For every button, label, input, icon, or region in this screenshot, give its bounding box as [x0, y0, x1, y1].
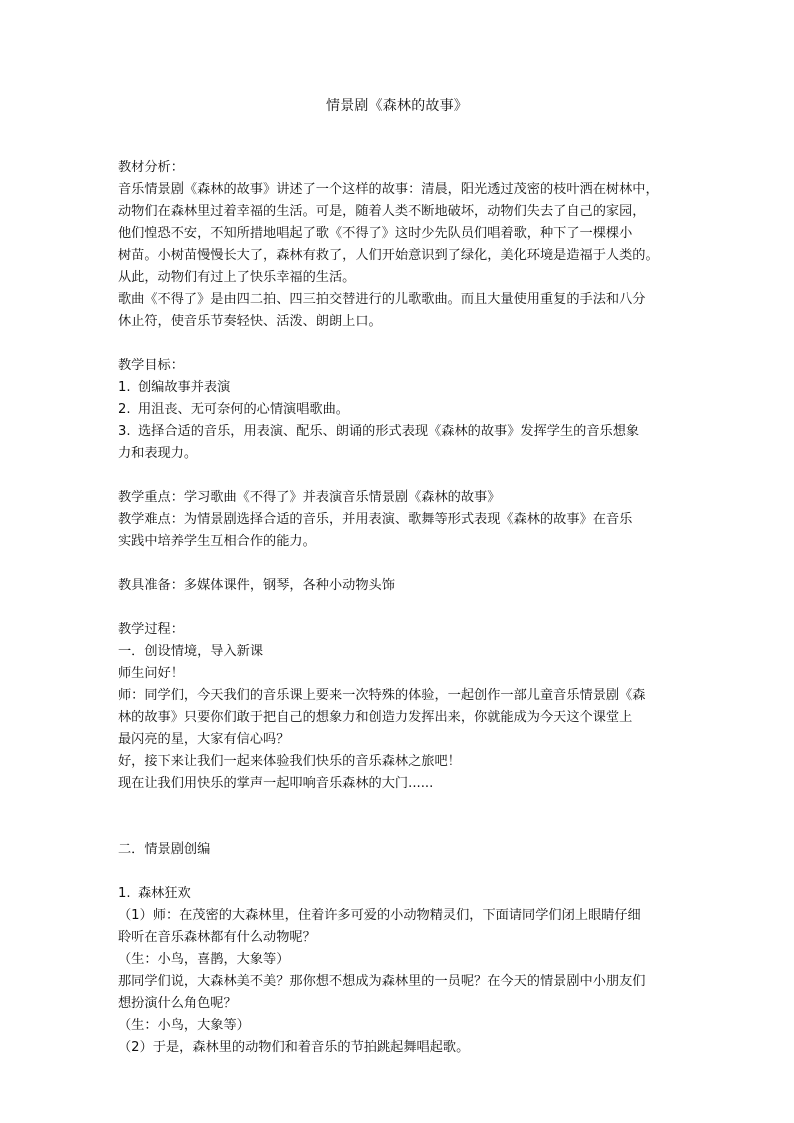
- subsection-text: 森林狂欢: [138, 886, 191, 901]
- goal-item: [118, 421, 678, 443]
- goal-item: [118, 399, 678, 421]
- teacher-speech: 师：同学们，今天我们的音乐课上要来一次特殊的体验，一起创作一部儿童音乐情景剧《森: [118, 688, 646, 703]
- analysis-line: 动物们在森林里过着幸福的生活。可是，随着人类不断地破坏，动物们失去了自己的家园，: [118, 204, 646, 219]
- goal-number: 1.: [118, 380, 131, 395]
- teacher-speech: （1）师：在茂密的大森林里，住着许多可爱的小动物精灵们，下面请同学们闭上眼睛仔细: [118, 908, 641, 923]
- spacer: [118, 333, 678, 355]
- spacer: [118, 597, 678, 619]
- analysis-line: 从此，动物们有过上了快乐幸福的生活。: [118, 270, 356, 285]
- analysis-heading: 教材分析：: [118, 160, 184, 175]
- teaching-difficulty: 实践中培养学生互相合作的能力。: [118, 534, 316, 549]
- section-title: 一．创设情境，导入新课: [118, 644, 264, 659]
- analysis-line: 音乐情景剧《森林的故事》讲述了一个这样的故事：清晨，阳光透过茂密的枝叶洒在树林中，: [118, 182, 659, 197]
- student-answer: （生：小鸟，大象等）: [118, 1018, 250, 1033]
- teaching-difficulty: 教学难点：为情景剧选择合适的音乐，并用表演、歌舞等形式表现《森林的故事》在音乐: [118, 512, 633, 527]
- teacher-speech: 想扮演什么角色呢？: [118, 996, 237, 1011]
- process-line: 好，接下来让我们一起来体验我们快乐的音乐森林之旅吧！: [118, 754, 461, 769]
- process-line: （2）于是，森林里的动物们和着音乐的节拍跳起舞唱起歌。: [118, 1040, 470, 1055]
- teacher-speech: 林的故事》只要你们敢于把自己的想象力和创造力发挥出来，你就能成为今天这个课堂上: [118, 710, 633, 725]
- teacher-speech: 聆听在音乐森林都有什么动物呢？: [118, 930, 316, 945]
- goal-text: 创编故事并表演: [138, 380, 231, 395]
- student-answer: （生：小鸟，喜鹊，大象等）: [118, 952, 290, 967]
- spacer: [118, 553, 678, 575]
- subsection-title: [118, 883, 678, 905]
- subsection-number: 1.: [118, 886, 131, 901]
- document-title: 情景剧《森林的故事》: [326, 98, 468, 114]
- goal-item-continuation: 力和表现力。: [118, 446, 198, 461]
- teacher-speech: 最闪亮的星，大家有信心吗？: [118, 732, 290, 747]
- teaching-key-point: 教学重点：学习歌曲《不得了》并表演音乐情景剧《森林的故事》: [118, 490, 501, 505]
- process-heading: 教学过程：: [118, 622, 184, 637]
- analysis-line: 他们惶恐不安，不知所措地唱起了歌《不得了》这时少先队员们唱着歌，种下了一棵棵小: [118, 226, 633, 241]
- analysis-line: 树苗。小树苗慢慢长大了，森林有救了，人们开始意识到了绿化，美化环境是造福于人类的。: [118, 248, 659, 263]
- spacer: [118, 795, 678, 839]
- goal-item: [118, 377, 678, 399]
- song-analysis-line: 歌曲《不得了》是由四二拍、四三拍交替进行的儿歌歌曲。而且大量使用重复的手法和八分: [118, 292, 646, 307]
- greeting-line: 师生问好！: [118, 666, 184, 681]
- goal-text: 选择合适的音乐，用表演、配乐、朗诵的形式表现《森林的故事》发挥学生的音乐想象: [138, 424, 640, 439]
- teaching-tools: 教具准备：多媒体课件，钢琴，各种小动物头饰: [118, 578, 395, 593]
- process-line: 现在让我们用快乐的掌声一起叩响音乐森林的大门......: [118, 776, 434, 791]
- section-title: 二．情景剧创编: [118, 842, 211, 857]
- goal-number: 2.: [118, 402, 131, 417]
- goals-heading: 教学目标：: [118, 358, 184, 373]
- document-body: [118, 157, 678, 1059]
- spacer: [118, 861, 678, 883]
- goal-number: 3.: [118, 424, 131, 439]
- song-analysis-line: 休止符，使音乐节奏轻快、活泼、朗朗上口。: [118, 314, 382, 329]
- goal-text: 用沮丧、无可奈何的心情演唱歌曲。: [138, 402, 349, 417]
- spacer: [118, 465, 678, 487]
- teacher-speech: 那同学们说，大森林美不美？那你想不想成为森林里的一员呢？在今天的情景剧中小朋友们: [118, 974, 646, 989]
